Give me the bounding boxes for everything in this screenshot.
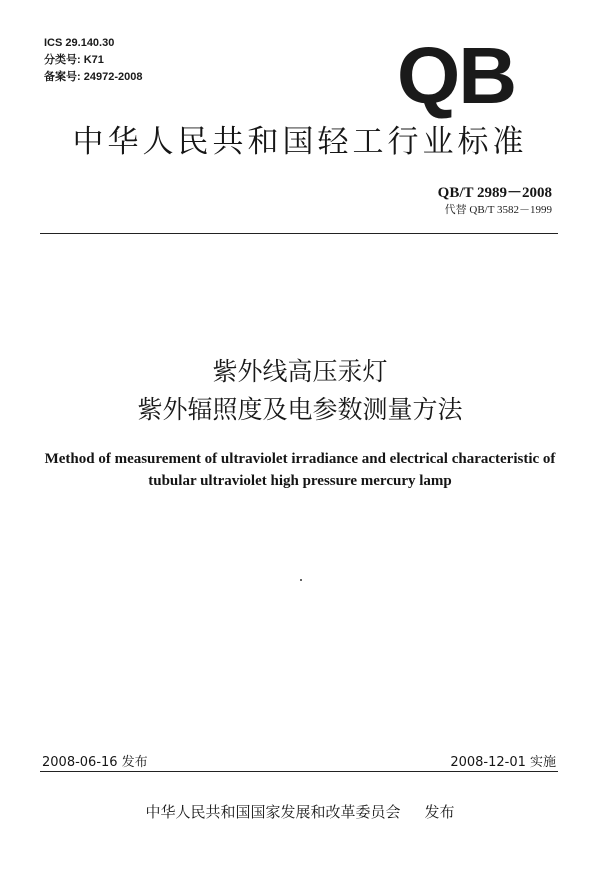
ics-code bbox=[44, 37, 114, 50]
title-cn-line-1: 紫外线高压汞灯 bbox=[212, 357, 388, 386]
replaces-note: 代替 QB/T 3582－1999 bbox=[444, 204, 552, 216]
footer-divider bbox=[40, 771, 558, 772]
center-dot bbox=[300, 579, 302, 581]
qb-logo: QB bbox=[396, 31, 516, 120]
classification-value: K71 bbox=[83, 54, 104, 66]
issuer-name: 中华人民共和国国家发展和改革委员会 bbox=[145, 803, 401, 821]
record-label: 备案号: bbox=[44, 71, 81, 83]
standard-title: 中华人民共和国轻工行业标准 bbox=[72, 124, 528, 160]
classification-label: 分类号: bbox=[44, 54, 81, 66]
implement-date: 2008-12-01 实施 bbox=[450, 755, 556, 770]
issuer bbox=[0, 801, 600, 822]
record-value: 24972-2008 bbox=[83, 71, 143, 83]
title-cn-line-2: 紫外辐照度及电参数测量方法 bbox=[137, 395, 463, 424]
issue-date: 2008-06-16 发布 bbox=[42, 755, 148, 770]
title-en-line-2: tubular ultraviolet high pressure mercury lamp bbox=[148, 473, 452, 489]
ics-label: ICS bbox=[44, 37, 63, 49]
classification-number bbox=[44, 54, 104, 67]
record-number bbox=[44, 71, 142, 84]
title-en-line-1: Method of measurement of ultraviolet irradiance and electrical characteristic of bbox=[44, 451, 556, 467]
ics-value: 29.140.30 bbox=[65, 37, 115, 49]
standard-code: QB/T 2989－2008 bbox=[437, 185, 552, 201]
header-divider bbox=[40, 233, 558, 234]
issuer-action: 发布 bbox=[424, 803, 455, 821]
